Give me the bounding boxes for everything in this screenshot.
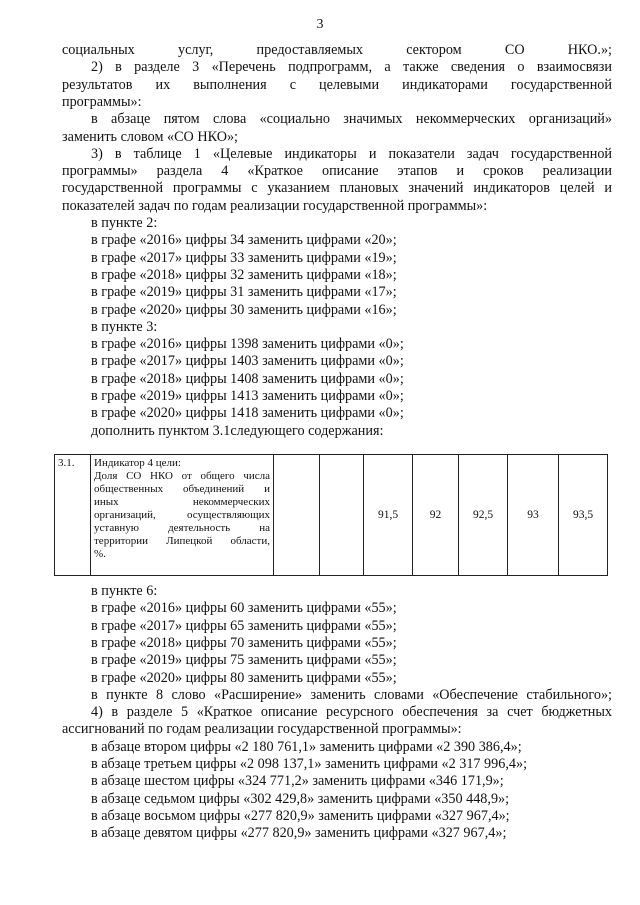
text-line: в пункте 3: [91,318,158,335]
text-line: в графе «2016» цифры 1398 заменить цифрами «0»; [91,336,404,353]
text-line: в графе «2016» цифры 60 заменить цифрами «55»; [91,600,397,617]
text-line: государственной программы с указанием плановых значений индикаторов целей и [62,180,612,197]
value-cell: 93,5 [559,455,608,576]
text-line: в графе «2020» цифры 30 заменить цифрами «16»; [91,301,397,318]
text-line: заменить словом «СО НКО»; [62,128,238,145]
text-line: в графе «2019» цифры 1413 заменить цифрами «0»; [91,388,404,404]
text-line: в пункте 8 слово «Расширение» заменить словами «Обеспечение стабильного»; [91,686,612,703]
text-line: в абзаце восьмом цифры «277 820,9» заменить цифрами «327 967,4»; [91,807,510,824]
text-line: в абзаце втором цифры «2 180 761,1» заменить цифрами «2 390 386,4»; [91,738,522,755]
indicator-table [54,454,608,576]
text-line: в графе «2019» цифры 31 заменить цифрами «17»; [91,284,397,301]
indicator-description [94,457,270,561]
text-line: 2) в разделе 3 «Перечень подпрограмм, а также сведения о взаимосвязи [91,59,612,76]
text-line: в графе «2017» цифры 65 заменить цифрами «55»; [91,617,397,634]
value-cell: 92,5 [459,455,508,576]
text-line: программы» раздела 4 «Краткое описание этапов и сроков реализации [62,163,612,180]
value-cell: 93 [508,455,559,576]
text-line: показателей задач по годам реализации государственной программы»: [62,197,488,214]
text-line: в абзаце шестом цифры «324 771,2» заменить цифрами «346 171,9»; [91,773,504,790]
indicator-description-cell [91,455,274,576]
text-line: в абзаце пятом слова «социально значимых некоммерческих организаций» [91,111,612,128]
indicator-line: уставную деятельность на [94,522,270,534]
text-line: в пункте 6: [91,583,158,599]
indicator-line: иных некоммерческих [94,496,270,508]
text-line: в графе «2017» цифры 1403 заменить цифрами «0»; [91,353,404,370]
text-line: в пункте 2: [91,215,158,231]
text-line: 4) в разделе 5 «Краткое описание ресурсного обеспечения за счет бюджетных [91,704,612,721]
text-line: дополнить пунктом 3.1следующего содержания: [91,422,384,439]
indicator-line: Индикатор 4 цели: [94,457,181,469]
table-row [55,455,608,576]
text-line: в абзаце девятом цифры «277 820,9» заменить цифрами «327 967,4»; [91,825,507,842]
page-number: 3 [316,17,324,32]
indicator-line: территории Липецкой области, [94,535,270,547]
text-line: в графе «2019» цифры 75 заменить цифрами «55»; [91,652,397,669]
indicator-line: %. [94,548,106,560]
text-line: ассигнований по годам реализации государственной программы»: [62,721,462,738]
value-cell: 91,5 [364,455,413,576]
text-line: в графе «2018» цифры 32 заменить цифрами «18»; [91,266,397,283]
empty-cell [320,455,364,576]
indicator-line: общественных объединений и [94,483,270,495]
text-line: 3) в таблице 1 «Целевые индикаторы и показатели задач государственной [91,145,612,162]
indicator-line: организаций, осуществляющих [94,509,270,521]
text-line: социальных услуг, предоставляемых сектором СО НКО.»; [62,42,612,58]
text-line: в графе «2020» цифры 80 заменить цифрами «55»; [91,669,397,686]
text-line: результатов их выполнения с целевыми индикаторами государственной [62,76,612,93]
text-line: в абзаце седьмом цифры «302 429,8» заменить цифрами «350 448,9»; [91,790,510,807]
text-line: в графе «2016» цифры 34 заменить цифрами «20»; [91,232,397,249]
empty-cell [274,455,320,576]
text-line: в графе «2017» цифры 33 заменить цифрами «19»; [91,249,397,266]
text-line: программы»: [62,93,142,110]
row-number-cell: 3.1. [55,455,91,576]
text-line: в графе «2020» цифры 1418 заменить цифрами «0»; [91,405,404,422]
text-line: в графе «2018» цифры 70 заменить цифрами «55»; [91,634,397,651]
value-cell: 92 [413,455,459,576]
text-line: в абзаце третьем цифры «2 098 137,1» заменить цифрами «2 317 996,4»; [91,756,528,772]
indicator-line: Доля СО НКО от общего числа [94,470,270,482]
text-line: в графе «2018» цифры 1408 заменить цифрами «0»; [91,370,404,387]
